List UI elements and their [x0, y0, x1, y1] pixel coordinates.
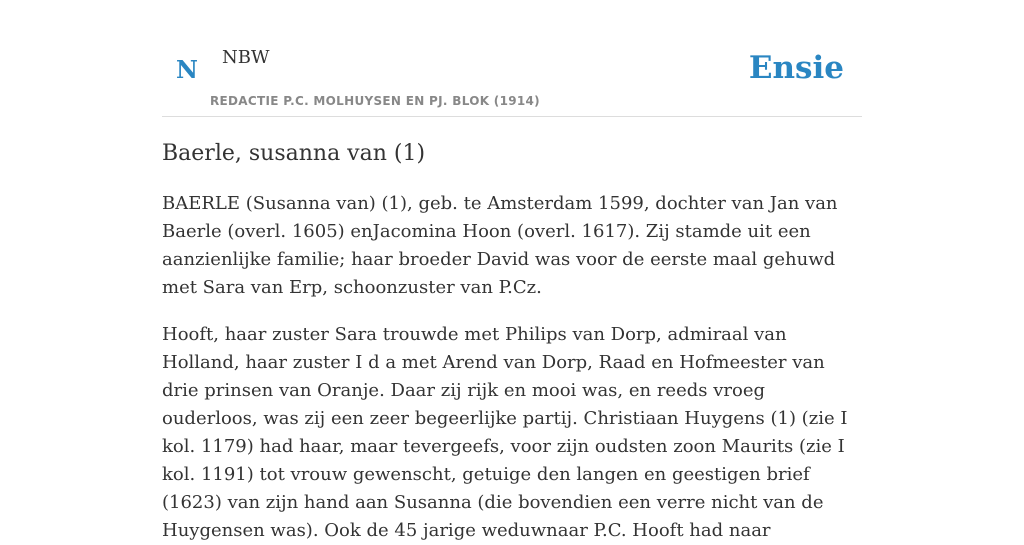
article-paragraph-1: BAERLE (Susanna van) (1), geb. te Amsterdam 1599, dochter van Jan van Baerle (overl. 1605) enJacomina Hoon (overl. 1617). Zij stamde uit een aanzienlijke familie; haar broeder David was voor de eerste maal gehuwd met Sara van Erp, schoonzuster van P.Cz.	[162, 193, 838, 298]
site-header	[162, 0, 862, 117]
article-paragraph-2: Hooft, haar zuster Sara trouwde met Philips van Dorp, admiraal van Holland, haar zuster I d a met Arend van Dorp, Raad en Hofmeester van drie prinsen van Oranje. Daar zij rijk en mooi was, en reeds vroeg ouderloos, was zij een zeer begeerlijke partij. Christiaan Huygens (1) (zie I kol. 1179) had haar, maar tevergeefs, voor zijn oudsten zoon Maurits (zie I kol. 1191) tot vrouw gewenscht, getuige den langen en geestigen brief (1623) van zijn hand aan Susanna (die bovendien een verre nicht van de Huygensen was). Ook de 45 jarige weduwnaar P.C. Hooft had naar	[162, 324, 848, 541]
article-title: Baerle, susanna van (1)	[162, 141, 426, 166]
source-title[interactable]: NBW	[222, 47, 270, 68]
article-body	[162, 138, 862, 545]
source-logo[interactable]: N	[176, 55, 198, 84]
ensie-brand-logo[interactable]: Ensie	[748, 50, 844, 86]
source-subtitle: REDACTIE P.C. MOLHUYSEN EN PJ. BLOK (1914)	[210, 94, 540, 108]
